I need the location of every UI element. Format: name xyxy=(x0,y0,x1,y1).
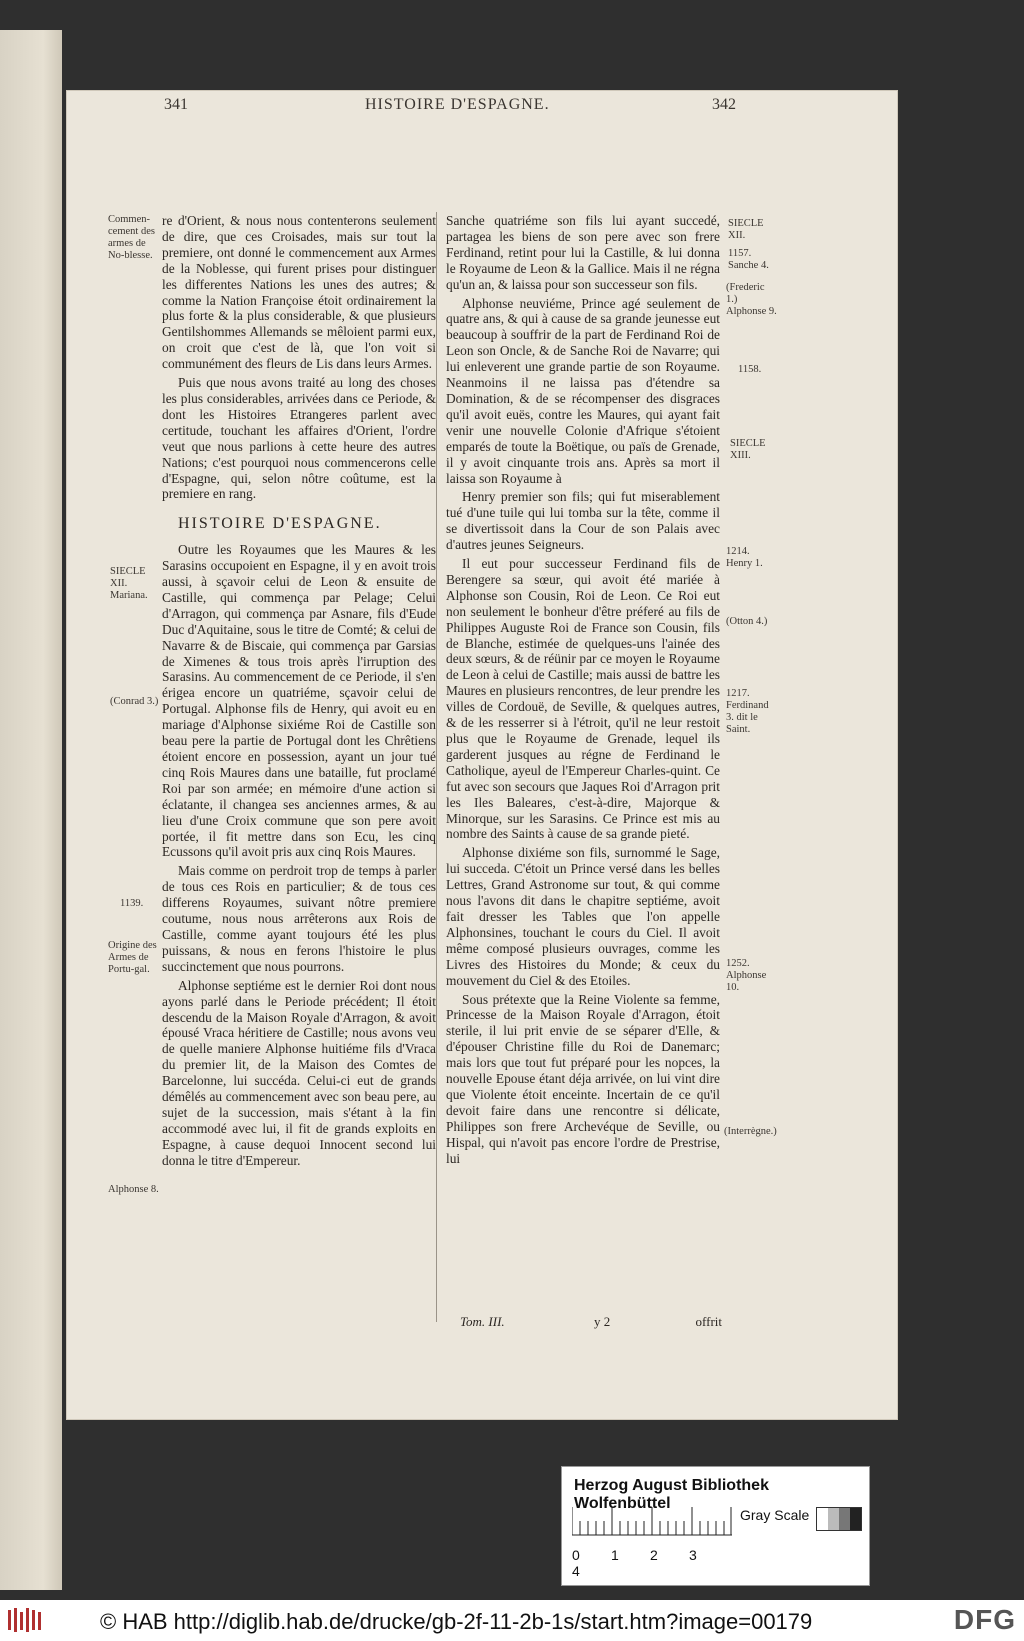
margin-note: Origine des Armes de Portu-gal. xyxy=(108,940,157,975)
paragraph: Alphonse neuviéme, Prince agé seulement de quatre ans, & qui à cause de sa grande jeunesse eut beaucoup à souffrir de la part de Ferdinand Roi de Leon son Oncle, & de Sanche Roi de Navarre; qui lui enleverent une grande partie de son Royaume. Neanmoins il ne laissa pas d'étendre sa Domination, & de se récompenser des disgraces qu'il avoit euës, contre les Maures, qui ayant fait venir une nouvelle Colonie d'Afrique s'étoient emparés de toute la Boëtique, ou païs de Grenade, il y avoit cinquante trois ans. Après sa mort il laissa son Royaume à xyxy=(446,295,720,486)
gray-scale-label: Gray Scale xyxy=(740,1507,810,1523)
margin-note: Commen-cement des armes de No-blesse. xyxy=(108,214,155,261)
paragraph: Outre les Royaumes que les Maures & les Sarasins occupoient en Espagne, il y en avoit trois aussi, à sçavoir celui de Leon & ensuite de Castille, qui commença par Pelage; Celui d'Arragon, qui commença par Asnare, fils d'Eude Duc d'Aquitaine, sous le titre de Comté; & celui de Navarre & de Biscaie, qui commença par Garsias de Ximenes & tous trois après l'irruption des Sarasins. Au commencement de ce Periode, il s'en érigea encore un quatriéme, sçavoir celui de Portugal. Alphonse fils de Henry, qui avoit eu en mariage d'Alphonse sixiéme Roi de Castille son beau pere la partie de Portugal dont les Chrêtiens étoient encore en possession, ayant un jour tué cinq Rois Maures dans une bataille, fut proclamé Roi par son armée; en mémoire d'une action si éclatante, il changea ses anciennes armes, & au lieu d'une Croix commune que son pere avoit portée, il fit mettre dans son Ecu, les cinq Ecussons qu'il avoit pris aux cinq Rois Maures. xyxy=(162,542,436,860)
paragraph: Puis que nous avons traité au long des choses les plus considerables, arrivées dans ce Periode, & dont les Histoires Etrangeres parlent avec certitude, touchant les affaires d'Orient, l'ordre veut que nous parlions à cette heure des autres Nations; c'est pourquoi nous commencerons celle d'Espagne, qui, selon nôtre coûtume, est la premiere en rang. xyxy=(162,375,436,502)
running-title: HISTOIRE D'ESPAGNE. xyxy=(365,96,550,113)
footer-bar xyxy=(0,1600,1024,1641)
ruler-number: 4 xyxy=(572,1563,580,1579)
margin-note: SIECLE XII. xyxy=(728,218,764,241)
paragraph: re d'Orient, & nous nous contenterons seulement de dire, que ces Croisades, mais sur tout la premiere, ont donné le commencement aux Armes de la Noblesse, qui furent prises pour distinguer les differentes Nations les unes des autres; & comme la Nation Françoise étoit ordinairement la plus forte & la plus considerable, & que plusieurs Gentilshommes Allemands se mêloient parmi eux, on croit que c'est de là, que l'on voit si communément des fleurs de Lis dans leurs Armes. xyxy=(162,213,436,372)
margin-note: 1139. xyxy=(120,898,144,909)
ruler-numbers xyxy=(572,1547,742,1579)
page-number-left: 341 xyxy=(164,96,188,113)
paragraph: Il eut pour successeur Ferdinand fils de Berengere sa sœur, qui avoit été mariée à Alphonse son Cousin, Roi de Leon. Ce Roi eut non seulement le bonheur d'être préferé au fils de Philippes Auguste Roi de France son Cousin, fils de Blanche, estimée de quelques-uns l'ainée des deux sœurs, & de réünir par ce moyen le Royaume de Leon à celui de Castille; mais aussi de battre les Maures en plusieurs rencontres, de leur prendre les villes de Cordouë, de Seville, & quelques autres, & de les resserrer si à l'étroit, qu'il ne leur restoit plus que le Royaume de Grenade, lequel ils garderent jusques au régne de Ferdinand le Catholique, ayeul de l'Empereur Charles-quint. Ce fut avec son secours que Jaques Roi d'Arragon prit les Iles Baleares, c'est-à-dire, Majorque & Minorque, sur les Sarasins. Ce Prince est mis au nombre des Saints à cause de sa grande pieté. xyxy=(446,556,720,842)
gray-scale-swatch xyxy=(816,1507,862,1531)
color-scale-card xyxy=(561,1466,870,1586)
margin-note: (Otton 4.) xyxy=(726,616,768,627)
ruler-number: 1 xyxy=(611,1547,619,1563)
ruler-number: 0 xyxy=(572,1547,580,1563)
paragraph: Sous prétexte que la Reine Violente sa femme, Princesse de la Maison Royale d'Arragon, étoit sterile, il lui prit envie de se séparer d'Elle, & d'épouser Christine fille du Roi de Danemarc; mais lors que tout fut préparé pour les nopces, la nouvelle Epouse étant déja arrivée, on lui vint dire que Violente étoit enceinte. Incertain de ce qu'il devoit faire dans une rencontre si délicate, Philippes son frere Archevéque de Seville, ou Hispal, qui n'avoit pas encore l'ordre de Prestrise, lui xyxy=(446,991,720,1166)
paragraph: Henry premier son fils; qui fut miserablement tué d'une tuile qui lui tomba sur la tête, comme il se divertissoit dans la Cour de son Palais avec d'autres jeunes Seigneurs. xyxy=(446,489,720,553)
margin-note: 1217. Ferdinand 3. dit le Saint. xyxy=(726,688,769,735)
paragraph: Mais comme on perdroit trop de temps à parler de tous ces Rois en particulier; & de tous ces differens Royaumes, suivant nôtre premiere coutume, nous nous arrêterons aux Rois de Castille, comme ayant toujours été les plus puissans, & nous en ferons l'histoire le plus succinctement que nous pourrons. xyxy=(162,863,436,974)
margin-note: (Conrad 3.) xyxy=(110,696,159,707)
ruler-scale xyxy=(572,1507,732,1537)
text-column-right xyxy=(446,213,720,1169)
margin-note: Alphonse 9. xyxy=(726,306,777,317)
text-column-left xyxy=(162,213,436,1172)
ruler-number: 2 xyxy=(650,1547,658,1563)
margin-note: Alphonse 8. xyxy=(108,1184,159,1195)
margin-note: SIECLE XIII. xyxy=(730,438,766,461)
library-name: Herzog August Bibliothek Wolfenbüttel xyxy=(574,1477,769,1512)
page-footer xyxy=(460,1314,722,1330)
section-heading: HISTOIRE D'ESPAGNE. xyxy=(178,515,382,533)
source-url: © HAB http://diglib.hab.de/drucke/gb-2f-11-2b-1s/start.htm?image=00179 xyxy=(100,1609,813,1634)
margin-note: 1252. Alphonse 10. xyxy=(726,958,767,993)
dfg-logo: DFG xyxy=(953,1604,1016,1635)
margin-note: 1157. Sanche 4. xyxy=(728,248,769,271)
margin-note: 1214. Henry 1. xyxy=(726,546,763,569)
margin-note: (Frederic 1.) xyxy=(726,282,765,305)
page-number-right: 342 xyxy=(712,96,736,113)
hab-logo-icon xyxy=(6,1606,46,1634)
page-header xyxy=(90,96,750,120)
catchword: offrit xyxy=(695,1314,722,1329)
margin-note: (Interrègne.) xyxy=(724,1126,777,1137)
margin-note: 1158. xyxy=(738,364,762,375)
paragraph: Sanche quatriéme son fils lui ayant succedé, partagea les biens de son pere avec son frere Ferdinand, retint pour lui la Castille, & lui donna le Royaume de Leon & la Gallice. Mais il ne régna qu'un an, & laissa pour son successeur son fils. xyxy=(446,213,720,292)
signature-mark: y 2 xyxy=(594,1314,611,1329)
ruler-number: 3 xyxy=(689,1547,697,1563)
paragraph: Alphonse dixiéme son fils, surnommé le Sage, lui succeda. C'étoit un Prince versé dans les belles Lettres, Grand Astronome sur tout, & qui comme nous l'avons dit dans le chapitre septiéme, avoit fait dresser les Tables que l'on appelle Alphonsines, touchant le cours du Ciel. Il avoit même composé plusieurs ouvrages, comme les Livres des Histoires du Monde; & ceux du mouvement du Ciel & des Etoiles. xyxy=(446,845,720,988)
adjacent-page-edge xyxy=(0,30,62,1590)
column-rule xyxy=(436,212,437,1322)
margin-note: SIECLE XII. Mariana. xyxy=(110,566,148,601)
paragraph: Alphonse septiéme est le dernier Roi dont nous ayons parlé dans le Periode précédent; Il étoit descendu de la Maison Royale d'Arragon, & avoit épousé Vraca héritiere de Castille; nous avons veu de quelle maniere Alphonse huitiéme fils d'Vraca du premier lit, de la Maison des Comtes de Barcelonne, lui succéda. Celui-ci eut de grands démêlés au commencement avec son beau pere, au sujet de la succession, mais s'étant à la fin accommodé avec lui, il fit de grands exploits en Espagne, à cause dequoi Innocent second lui donna le titre d'Empereur. xyxy=(162,977,436,1168)
volume-mark: Tom. III. xyxy=(460,1314,505,1329)
